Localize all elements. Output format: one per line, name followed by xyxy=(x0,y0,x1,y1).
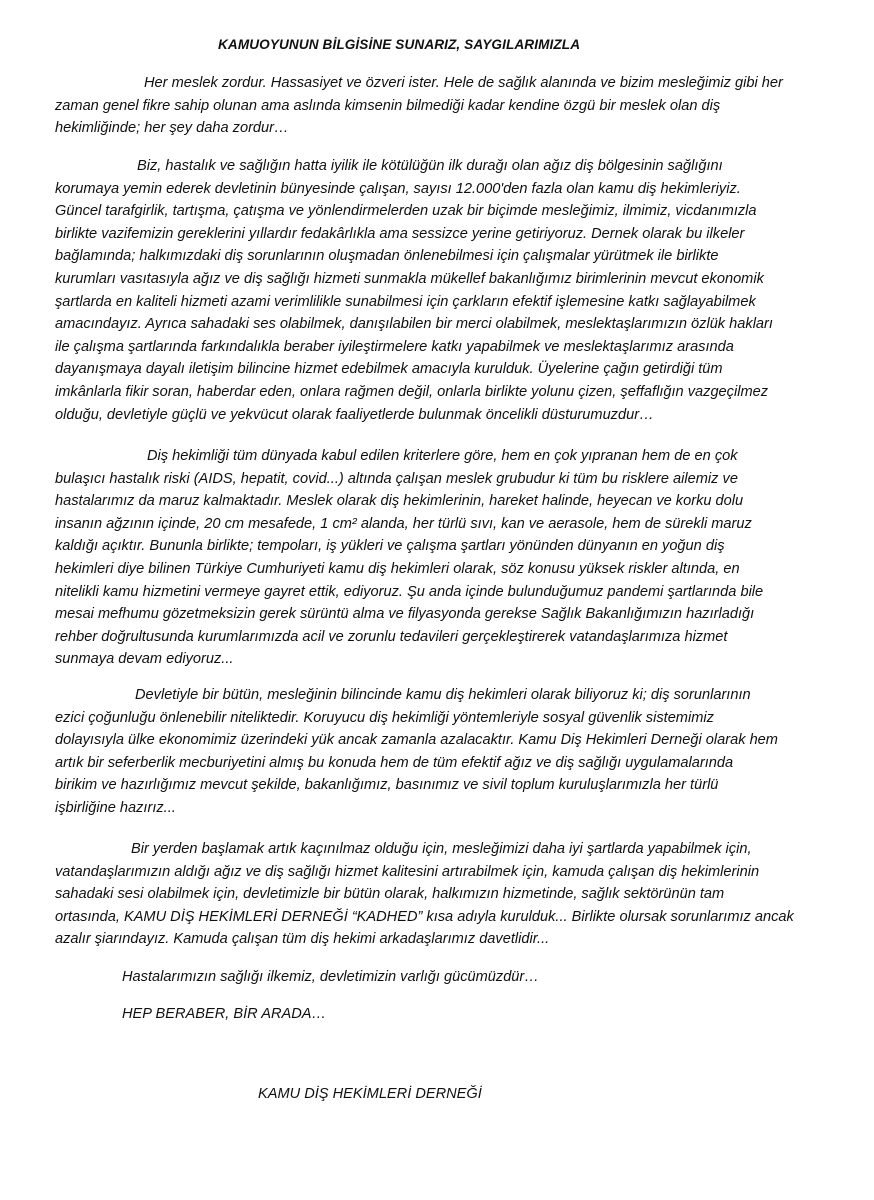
text-line: imkânlarla fikir soran, haberdar eden, onlara rağmen değil, onlarla birlikte yolunu çizen, şeffaflığın vazgeçilmez xyxy=(55,383,769,400)
text-line: hastalarımız da maruz kalmaktadır. Meslek olarak diş hekimlerinin, hareket halinde, heyecan ve korku dolu xyxy=(55,493,744,510)
text-line: korumaya yemin ederek devletinin bünyesinde çalışan, sayısı 12.000'den fazla olan kamu diş hekimleriyiz. xyxy=(55,180,741,197)
text-line: artık bir seferberlik mecburiyetini almış bu konuda hem de tüm efektif ağız ve diş sağlığı uygulamalarında xyxy=(55,754,734,771)
paragraph-5 xyxy=(55,838,794,951)
text-line: birlikte vazifemizin gereklerini yıllardır fedakârlıkla ama sessizce yerine getiriyoruz. Dernek olarak bu ilkeler xyxy=(55,225,745,242)
text-line: insanın ağzının içinde, 20 cm mesafede, 1 cm² alanda, her türlü sıvı, kan ve aerasole, hem de sürekli maruz xyxy=(55,515,752,532)
signature: KAMU DİŞ HEKİMLERİ DERNEĞİ xyxy=(258,1086,482,1102)
text-line: ortasında, KAMU DİŞ HEKİMLERİ DERNEĞİ “KADHED” kısa adıyla kurulduk... Birlikte olursak sorunlarımız ancak xyxy=(55,908,794,925)
text-line: Her meslek zordur. Hassasiyet ve özveri ister. Hele de sağlık alanında ve bizim mesleğimiz gibi her xyxy=(144,75,783,91)
text-line: mesai mefhumu gözetmeksizin gerek sürüntü alma ve filyasyonda gerekse Sağlık Bakanlığımızın hazırladığı xyxy=(55,606,755,623)
text-line: Bir yerden başlamak artık kaçınılmaz olduğu için, mesleğimizi daha iyi şartlarda yapabilmek için, xyxy=(131,841,752,857)
text-line: ezici çoğunluğu önlenebilir niteliktedir. Koruyucu diş hekimliği yöntemleriyle sosyal güvenlik sistemimiz xyxy=(55,709,714,726)
text-line: sahadaki sesi olabilmek için, devletimizle bir bütün olarak, halkımızın hizmetinde, sağlık sektörünün tam xyxy=(55,886,725,903)
text-line: Güncel tarafgirlik, tartışma, çatışma ve yönlendirmelerden uzak bir biçimde mesleğimiz, ilmimiz, vicdanımızla xyxy=(55,203,757,220)
paragraph-4 xyxy=(55,684,788,820)
document-title: KAMUOYUNUN BİLGİSİNE SUNARIZ, SAYGILARIMIZLA xyxy=(218,37,581,52)
text-line: rehber doğrultusunda kurumlarımızda acil ve zorunlu tedavileri gerçekleştirerek vatandaşlarımıza hizmet xyxy=(55,628,728,645)
text-line: ile çalışma şartlarında farkındalıkla beraber iyileştirmelere katkı yapabilmek ve meslektaşlarımız arasında xyxy=(55,338,734,355)
text-line: amacındayız. Ayrıca sahadaki ses olabilmek, danışılabilen bir merci olabilmek, meslektaşlarımızın özlük hakları xyxy=(55,316,773,333)
text-line: şartlarda en kaliteli hizmeti azami verimlilikle sunabilmesi için çarkların efektif işlemesine katkı sağlayabilmek xyxy=(55,293,756,310)
paragraph-2 xyxy=(55,155,788,426)
text-line: Biz, hastalık ve sağlığın hatta iyilik ile kötülüğün ilk durağı olan ağız diş bölgesinin sağlığını xyxy=(137,158,723,174)
text-line: kaldığı açıktır. Bununla birlikte; tempoları, iş yükleri ve çalışma şartları yönünden dünyanın en yoğun diş xyxy=(55,538,725,555)
text-line: Devletiyle bir bütün, mesleğinin bilincinde kamu diş hekimleri olarak biliyoruz ki; diş sorunlarının xyxy=(135,687,751,703)
text-line: zaman genel fikre sahip olunan ama aslında kimsenin bilmediği kadar kendine özgü bir meslek olan diş xyxy=(55,97,721,114)
closing-line-2: HEP BERABER, BİR ARADA… xyxy=(122,1006,327,1022)
paragraph-1 xyxy=(55,72,788,140)
text-line: Diş hekimliği tüm dünyada kabul edilen kriterlere göre, hem en çok yıpranan hem de en çok xyxy=(147,448,738,464)
text-line: olduğu, devletiyle güçlü ve yekvücut olarak faaliyetlerde bulunmak öncelikli düsturumuzdur… xyxy=(55,406,654,423)
text-line: bulaşıcı hastalık riski (AIDS, hepatit, covid...) altında çalışan meslek grubudur ki tüm bu risklere ailemiz ve xyxy=(55,470,738,487)
text-line: işbirliğine hazırız... xyxy=(55,799,176,816)
text-line: dayanışmaya dayalı iletişim bilincine hizmet edebilmek amacıyla kurulduk. Üyelerine çağın getirdiği tüm xyxy=(55,361,723,378)
text-line: nitelikli kamu hizmetini vermeye gayret ettik, ediyoruz. Şu anda içinde bulunduğumuz pandemi şartlarında bile xyxy=(55,583,764,600)
text-line: hekimleri diye bilinen Türkiye Cumhuriyeti kamu diş hekimleri olarak, söz konusu yüksek riskler altında, en xyxy=(55,560,740,577)
paragraph-3 xyxy=(55,445,788,671)
text-line: birikim ve hazırlığımız mevcut şekilde, bakanlığımız, basınımız ve sivil toplum kuruluşlarımızla her türlü xyxy=(55,777,719,794)
text-line: kurumları vasıtasıyla ağız ve diş sağlığı hizmeti sunmakla mükellef bakanlığımız birimlerinin mevcut ekonomik xyxy=(55,270,764,287)
text-line: dolayısıyla ülke ekonomimiz üzerindeki yük ancak zamanla azalacaktır. Kamu Diş Hekimleri Derneği olarak hem xyxy=(55,732,778,749)
text-line: bağlamında; halkımızdaki diş sorunlarının oluşmadan önlenebilmesi için çalışmalar yürütmek ile birlikte xyxy=(55,248,719,265)
text-line: azalır şiarındayız. Kamuda çalışan tüm diş hekimi arkadaşlarımız davetlidir... xyxy=(55,931,550,948)
text-line: sunmaya devam ediyoruz... xyxy=(55,651,234,668)
text-line: vatandaşlarımızın aldığı ağız ve diş sağlığı hizmet kalitesini artırabilmek için, kamuda çalışan diş hekimlerinin xyxy=(55,863,760,880)
closing-line-1: Hastalarımızın sağlığı ilkemiz, devletimizin varlığı gücümüzdür… xyxy=(122,969,539,985)
text-line: hekimliğinde; her şey daha zordur… xyxy=(55,120,289,137)
